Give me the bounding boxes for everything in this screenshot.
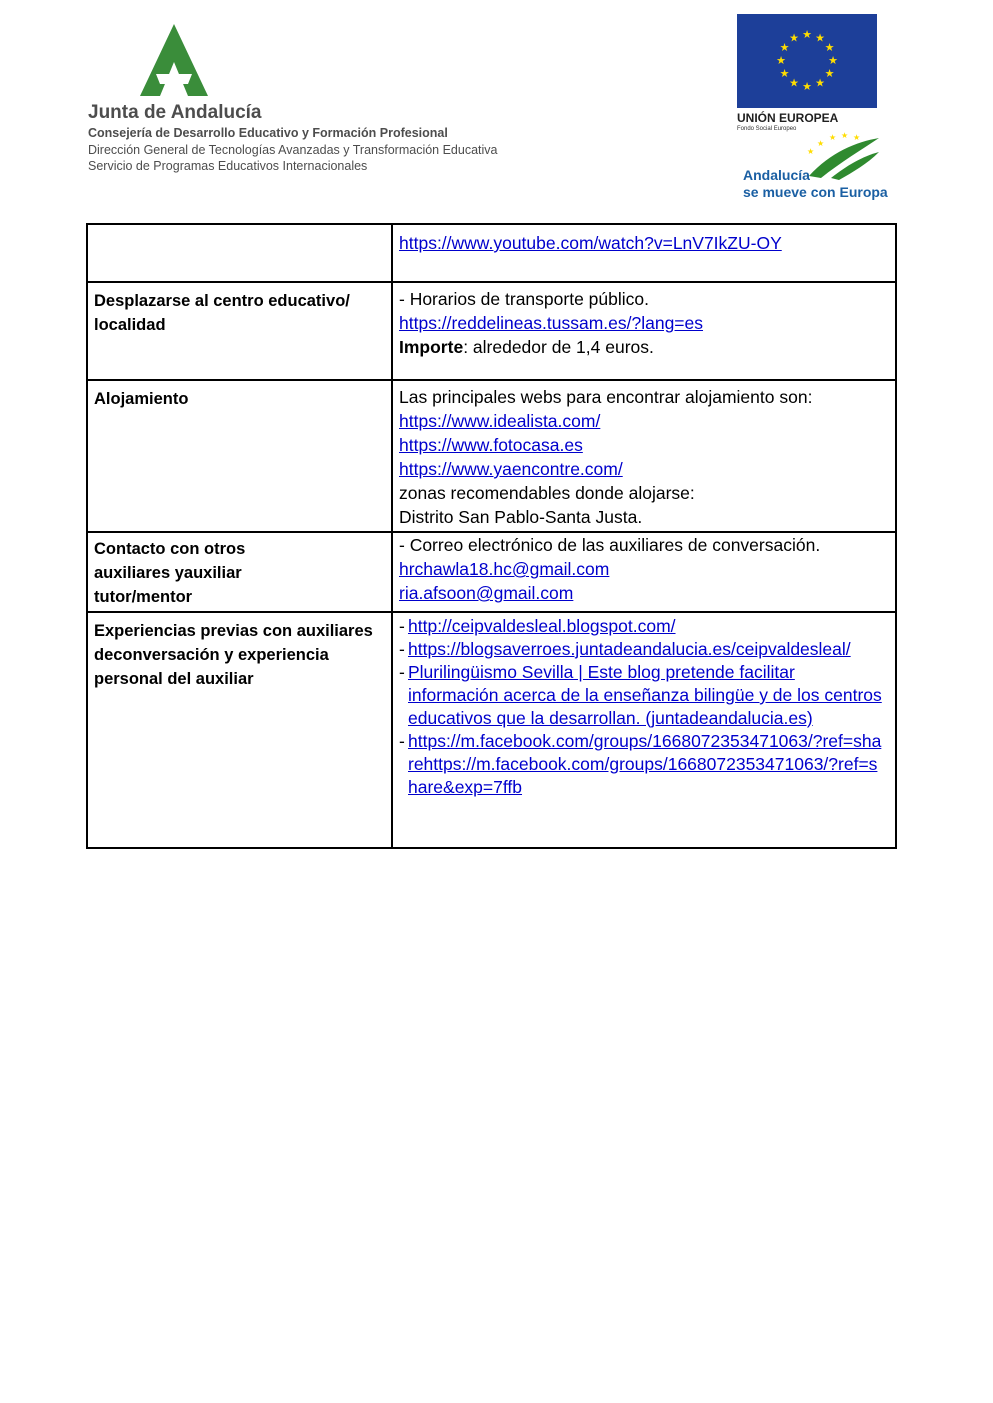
importe-label: Importe bbox=[399, 337, 464, 357]
andalucia-slogan-line2: se mueve con Europa bbox=[743, 184, 888, 200]
email-link-1[interactable]: hrchawla18.hc@gmail.com bbox=[399, 559, 610, 579]
svg-text:★: ★ bbox=[779, 67, 790, 80]
row-content bbox=[392, 532, 896, 612]
andalucia-slogan-line1: Andalucía bbox=[743, 167, 810, 183]
junta-andalucia-emblem-icon bbox=[134, 22, 214, 98]
eu-label: UNIÓN EUROPEA bbox=[737, 111, 839, 125]
svg-text:★: ★ bbox=[789, 31, 799, 45]
eu-flag-icon bbox=[737, 14, 877, 108]
idealista-link[interactable]: https://www.idealista.com/ bbox=[399, 411, 601, 431]
list-item: - https://m.facebook.com/groups/1668072353471063/?ref=sharehttps://m.facebook.com/groups/1668072353471063/?ref=share&exp=7ffb bbox=[399, 731, 882, 797]
importe-value: : alrededor de 1,4 euros. bbox=[463, 337, 654, 357]
contacto-label-line1: Contacto con otros bbox=[94, 540, 246, 558]
importe-text bbox=[399, 335, 890, 359]
transport-schedule-text: - Horarios de transporte público. bbox=[399, 289, 649, 309]
svg-text:★: ★ bbox=[824, 67, 835, 80]
contacto-label-line2: auxiliares yauxiliar bbox=[94, 564, 242, 582]
fotocasa-link[interactable]: https://www.fotocasa.es bbox=[399, 435, 583, 455]
svg-text:★: ★ bbox=[817, 139, 825, 148]
row-label-empty bbox=[87, 224, 392, 282]
svg-text:★: ★ bbox=[853, 133, 861, 142]
svg-text:★: ★ bbox=[807, 147, 815, 156]
ceipvaldesleal-blog-link[interactable]: http://ceipvaldesleal.blogspot.com/ bbox=[408, 616, 676, 636]
zones-text: Distrito San Pablo-Santa Justa. bbox=[399, 507, 643, 527]
servicio-text: Servicio de Programas Educativos Internacionales bbox=[88, 159, 368, 173]
svg-text:★: ★ bbox=[841, 132, 849, 140]
email-link-2[interactable]: ria.afsoon@gmail.com bbox=[399, 583, 574, 603]
alojamiento-intro: Las principales webs para encontrar alojamiento son: bbox=[399, 387, 813, 407]
tussam-link[interactable]: https://reddelineas.tussam.es/?lang=es bbox=[399, 313, 704, 333]
info-table bbox=[86, 223, 897, 849]
contacto-intro: - Correo electrónico de las auxiliares de conversación. bbox=[399, 535, 821, 555]
contacto-label-line3: tutor/mentor bbox=[94, 588, 193, 606]
row-label-alojamiento: Alojamiento bbox=[87, 380, 392, 532]
row-label-experiencias: Experiencias previas con auxiliares deconversación y experiencia personal del auxiliar bbox=[87, 612, 392, 848]
svg-text:★: ★ bbox=[828, 54, 838, 67]
junta-andalucia-logo bbox=[86, 22, 526, 182]
svg-text:★: ★ bbox=[802, 80, 812, 93]
table-row bbox=[87, 224, 896, 282]
row-label-transport: Desplazarse al centro educativo/ localidad bbox=[87, 282, 392, 380]
direccion-text: Dirección General de Tecnologías Avanzadas y Transformación Educativa bbox=[88, 143, 498, 157]
blogsaverroes-link[interactable]: https://blogsaverroes.juntadeandalucia.es/ceipvaldesleal/ bbox=[408, 639, 851, 659]
plurilinguismo-link[interactable]: Plurilingüismo Sevilla | Este blog pretende facilitar información acerca de la enseñanza bilingüe y de los centros educativos que la desarrollan. (juntadeandalucia.es) bbox=[408, 662, 882, 728]
consejeria-text: Consejería de Desarrollo Educativo y Formación Profesional bbox=[88, 126, 448, 140]
list-item: - http://ceipvaldesleal.blogspot.com/ bbox=[399, 616, 676, 636]
junta-name: Junta de Andalucía bbox=[88, 102, 262, 123]
row-content bbox=[392, 224, 896, 282]
svg-text:★: ★ bbox=[815, 31, 825, 45]
facebook-group-link[interactable]: https://m.facebook.com/groups/1668072353471063/?ref=sharehttps://m.facebook.com/groups/1668072353471063/?ref=share&exp=7ffb bbox=[408, 731, 882, 797]
eu-logo bbox=[737, 14, 888, 209]
row-content bbox=[392, 380, 896, 532]
youtube-link[interactable]: https://www.youtube.com/watch?v=LnV7IkZU-OY bbox=[399, 233, 782, 253]
table-row bbox=[87, 380, 896, 532]
svg-text:★: ★ bbox=[815, 76, 825, 90]
list-item: - https://blogsaverroes.juntadeandalucia.es/ceipvaldesleal/ bbox=[399, 639, 851, 659]
andalucia-europa-swoosh-icon bbox=[801, 132, 881, 182]
svg-text:★: ★ bbox=[829, 133, 837, 142]
table-row bbox=[87, 532, 896, 612]
svg-text:★: ★ bbox=[779, 41, 790, 54]
row-content bbox=[392, 282, 896, 380]
list-item: - Plurilingüismo Sevilla | Este blog pretende facilitar información acerca de la enseñanza bilingüe y de los centros educativos que la desarrollan. (juntadeandalucia.es) bbox=[399, 662, 882, 728]
svg-text:★: ★ bbox=[824, 41, 835, 54]
table-row bbox=[87, 282, 896, 380]
svg-text:★: ★ bbox=[802, 28, 812, 41]
svg-text:★: ★ bbox=[776, 54, 786, 67]
row-content bbox=[392, 612, 896, 848]
table-row bbox=[87, 612, 896, 848]
yaencontre-link[interactable]: https://www.yaencontre.com/ bbox=[399, 459, 623, 479]
svg-text:★: ★ bbox=[789, 76, 799, 90]
eu-fund-label: Fondo Social Europeo bbox=[737, 126, 797, 132]
row-label-contacto bbox=[87, 532, 392, 612]
zones-intro: zonas recomendables donde alojarse: bbox=[399, 483, 695, 503]
